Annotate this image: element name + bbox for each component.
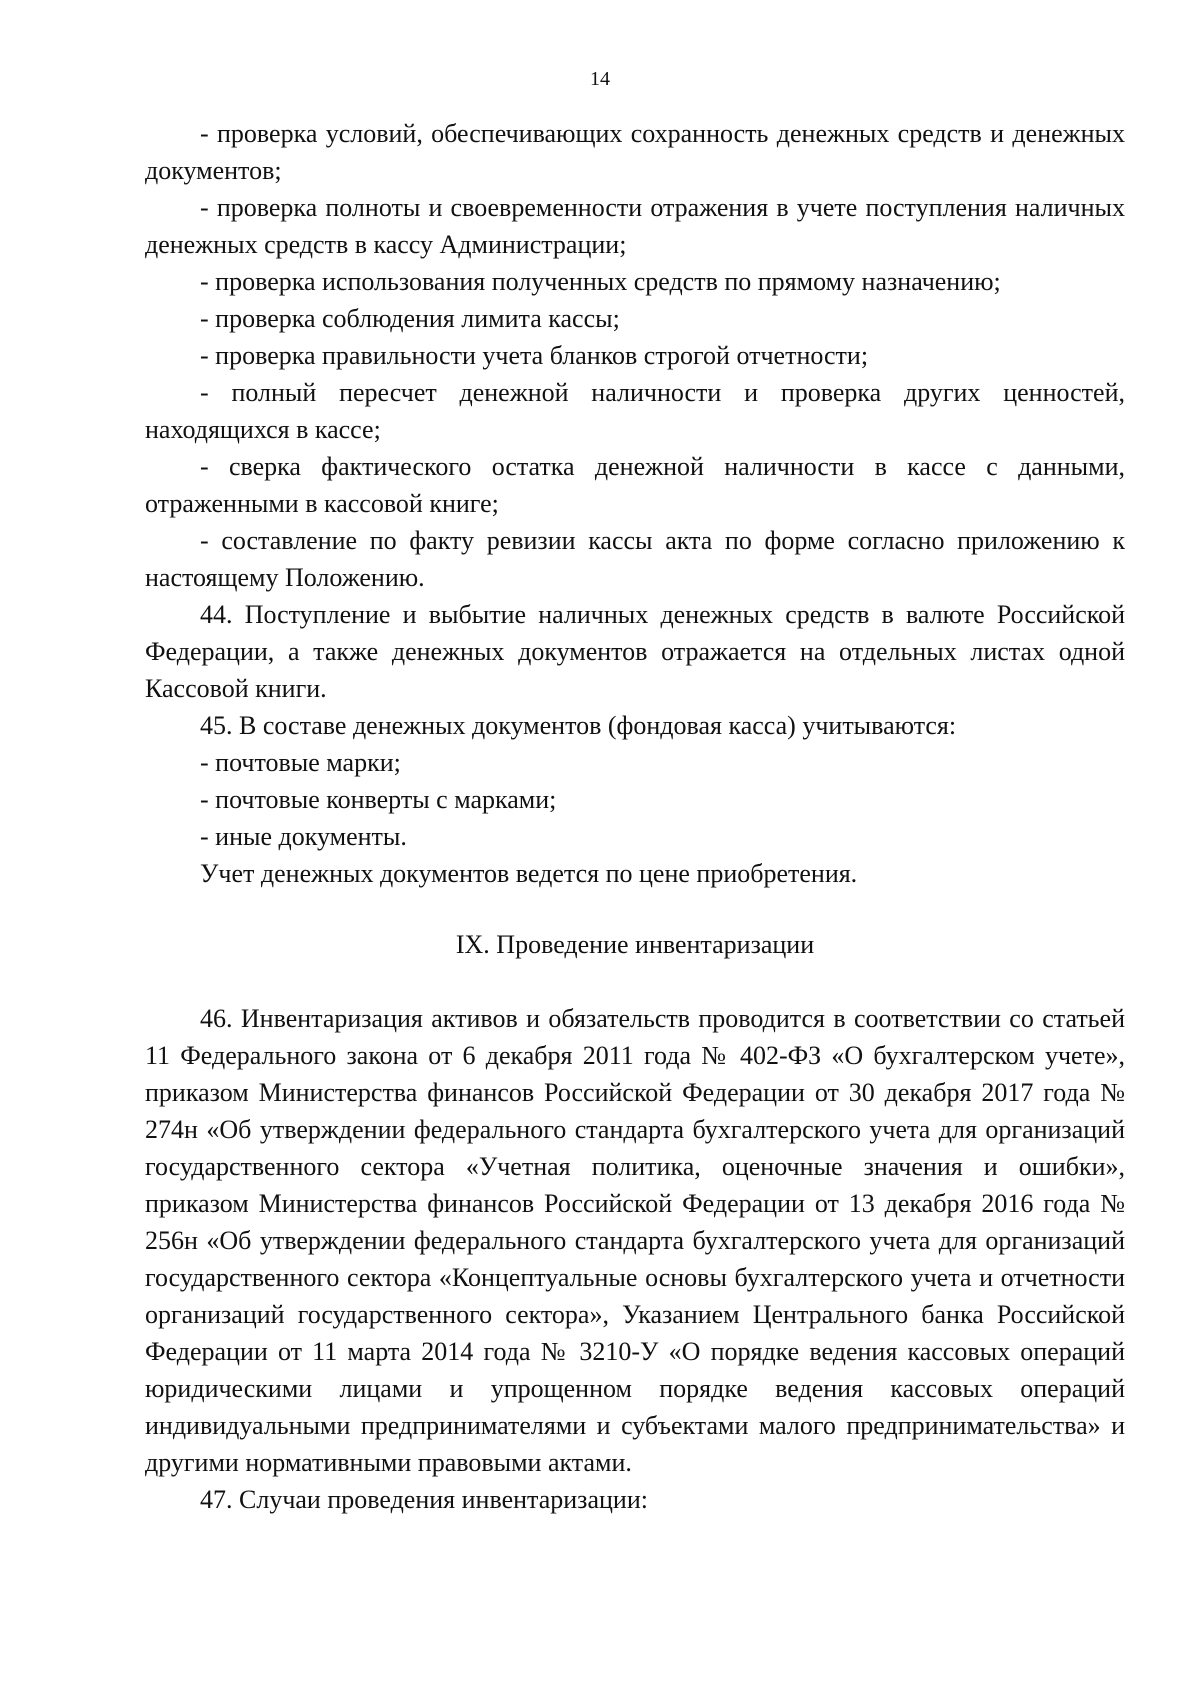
list-item-stamped-envelopes: - почтовые конверты с марками; xyxy=(200,785,557,814)
paragraph-44: 44. Поступление и выбытие наличных денежных средств в валюте Российской Федерации, а также денежных документов отражается на отдельных листах одной Кассовой книги. xyxy=(145,600,1125,703)
paragraph-45: 45. В составе денежных документов (фондовая касса) учитываются: xyxy=(200,711,957,740)
paragraph-documents-valuation: Учет денежных документов ведется по цене приобретения. xyxy=(200,859,858,888)
document-body xyxy=(145,115,1125,1518)
paragraph-cash-limit-check: - проверка соблюдения лимита кассы; xyxy=(200,304,620,333)
paragraph-audit-act: - составление по факту ревизии кассы акта по форме согласно приложению к настоящему Положению. xyxy=(145,526,1125,592)
list-item-postage-stamps: - почтовые марки; xyxy=(200,748,401,777)
section-heading: IX. Проведение инвентаризации xyxy=(455,930,815,959)
paragraph-cash-recount: - полный пересчет денежной наличности и проверка других ценностей, находящихся в кассе; xyxy=(145,378,1125,444)
paragraph-cash-balance-reconciliation: - сверка фактического остатка денежной наличности в кассе с данными, отраженными в кассовой книге; xyxy=(145,452,1125,518)
paragraph-cash-safety-check: - проверка условий, обеспечивающих сохранность денежных средств и денежных документов; xyxy=(145,119,1125,185)
paragraph-46: 46. Инвентаризация активов и обязательств проводится в соответствии со статьей 11 Федерального закона от 6 декабря 2011 года № 402-ФЗ «О бухгалтерском учете», приказом Министерства финансов Российской Федерации от 30 декабря 2017 года № 274н «Об утверждении федерального стандарта бухгалтерского учета для организаций государственного сектора «Учетная политика, оценочные значения и ошибки», приказом Министерства финансов Российской Федерации от 13 декабря 2016 года № 256н «Об утверждении федерального стандарта бухгалтерского учета для организаций государственного сектора «Концептуальные основы бухгалтерского учета и отчетности организаций государственного сектора», Указанием Центрального банка Российской Федерации от 11 марта 2014 года № 3210-У «О порядке ведения кассовых операций юридическими лицами и упрощенном порядке ведения кассовых операций индивидуальными предпринимателями и субъектами малого предпринимательства» и другими нормативными правовыми актами. xyxy=(145,1004,1125,1477)
page-number: 14 xyxy=(590,68,610,90)
paragraph-funds-usage-check: - проверка использования полученных средств по прямому назначению; xyxy=(200,267,1001,296)
paragraph-cash-receipt-check: - проверка полноты и своевременности отражения в учете поступления наличных денежных средств в кассу Администрации; xyxy=(145,193,1125,259)
paragraph-47: 47. Случаи проведения инвентаризации: xyxy=(200,1485,648,1514)
list-item-other-documents: - иные документы. xyxy=(200,822,407,851)
paragraph-strict-forms-check: - проверка правильности учета бланков строгой отчетности; xyxy=(200,341,869,370)
